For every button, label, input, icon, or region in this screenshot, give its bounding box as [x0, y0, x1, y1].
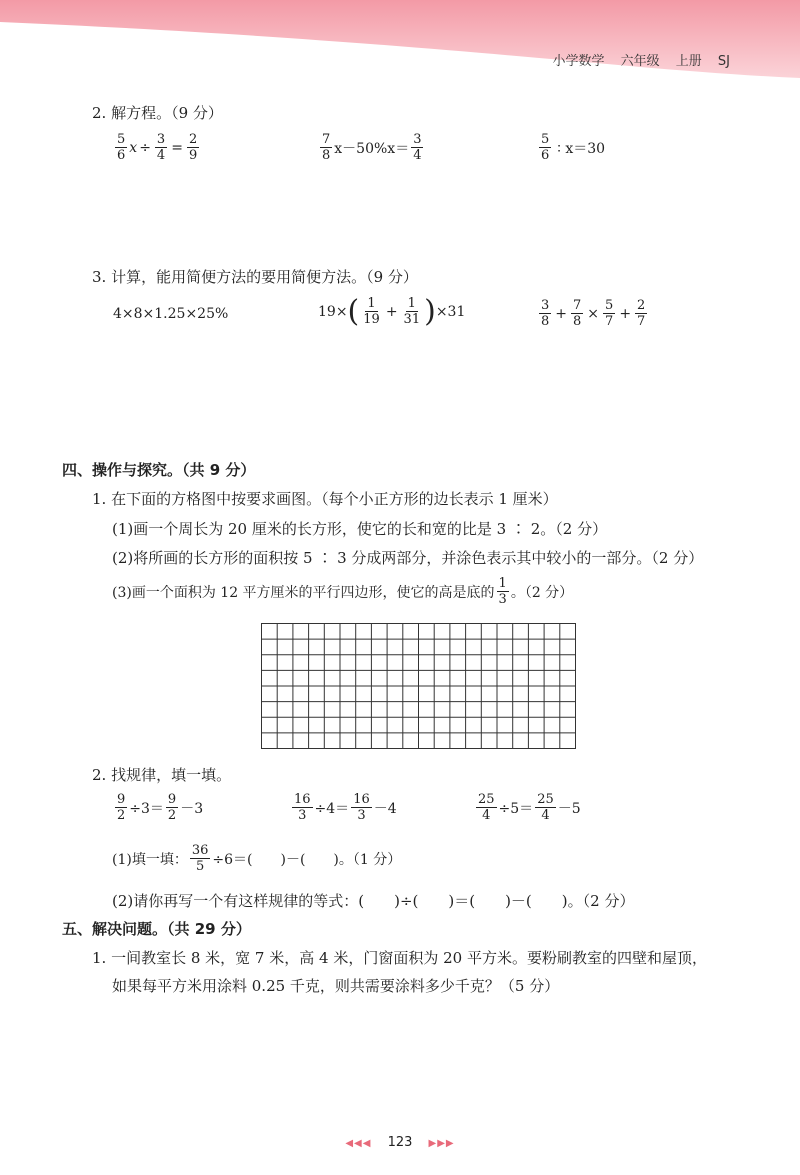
fraction: $\frac{3}{8}$ [541, 298, 550, 329]
fraction: $\frac{9}{2}$ [167, 792, 177, 823]
q2-title: 2. 解方程。（9 分） [92, 104, 223, 122]
fraction: $\frac{1}{3}$ [498, 576, 507, 607]
fraction: $\frac{3}{4}$ [156, 132, 166, 163]
section-5-title: 五、解决问题。（共 29 分） [62, 920, 251, 938]
fraction: $\frac{7}{8}$ [322, 132, 331, 163]
s5-q1-line2: 如果每平方米用涂料 0.25 千克，则共需要涂料多少千克？（5 分） [112, 977, 560, 995]
fraction: $\frac{7}{8}$ [573, 298, 582, 329]
equation-2: $\frac{7}{8}$ x－50%x＝ $\frac{3}{4}$ [322, 132, 422, 163]
page-number-bar [0, 1135, 800, 1150]
fraction: $\frac{16}{3}$ [353, 792, 370, 823]
s4-q2-title: 2. 找规律，填一填。 [92, 766, 232, 784]
equation-1: $\frac{5}{6}$ x ÷ $\frac{3}{4}$ = $\frac{2}{9}$ [117, 132, 198, 163]
fill-2[interactable]: (2)请你再写一个有这样规律的等式：( )÷( )＝( )－( )。（2 分） [112, 892, 635, 910]
fill-1[interactable]: (1)填一填： $\frac{36}{5}$ ÷6＝( )－( )。（1 分） [112, 843, 402, 874]
s4-q1-part-b: (2)将所画的长方形的面积按 5 ∶ 3 分成两部分，并涂色表示其中较小的一部分。（2 分） [112, 549, 704, 567]
fraction: $\frac{3}{4}$ [413, 132, 422, 163]
section-4-title: 四、操作与探究。（共 9 分） [62, 461, 256, 479]
pattern-1: $\frac{9}{2}$ ÷3＝ $\frac{9}{2}$ －3 [117, 792, 204, 823]
fraction: $\frac{9}{2}$ [117, 792, 126, 823]
header-edition: SJ [717, 54, 730, 69]
fraction: $\frac{1}{19}$ [363, 296, 380, 327]
fraction: $\frac{16}{3}$ [294, 792, 311, 823]
pattern-2: $\frac{16}{3}$ ÷4＝ $\frac{16}{3}$ －4 [294, 792, 397, 823]
fraction: $\frac{36}{5}$ [191, 843, 209, 874]
header-subject: 小学数学 [552, 54, 605, 69]
fraction: $\frac{25}{4}$ [537, 792, 554, 823]
header-volume: 上册 [675, 54, 702, 69]
prev-arrows-icon: ◀◀◀ [345, 1138, 372, 1149]
page-number: 123 [387, 1135, 413, 1150]
q3-title: 3. 计算，能用简便方法的要用简便方法。（9 分） [92, 268, 418, 286]
fraction: $\frac{5}{6}$ [541, 132, 550, 163]
header-grade: 六年级 [620, 54, 660, 69]
fraction: $\frac{25}{4}$ [478, 792, 495, 823]
s4-q1-part-c: (3)画一个面积为 12 平方厘米的平行四边形，使它的高是底的 $\frac{1}{3}$ 。（2 分） [112, 576, 574, 607]
fraction: $\frac{5}{7}$ [605, 298, 614, 329]
header-info [540, 50, 730, 69]
fraction: $\frac{5}{6}$ [117, 132, 126, 163]
calc-2: 19× ( $\frac{1}{19}$ + $\frac{1}{31}$ ) ×31 [318, 293, 466, 329]
calc-3: $\frac{3}{8}$ + $\frac{7}{8}$ × $\frac{5}{7}$ + $\frac{2}{7}$ [541, 298, 646, 329]
equation-3: $\frac{5}{6}$ ∶ x＝30 [541, 132, 606, 163]
pattern-3: $\frac{25}{4}$ ÷5＝ $\frac{25}{4}$ －5 [478, 792, 581, 823]
s4-q1-title: 1. 在下面的方格图中按要求画图。（每个小正方形的边长表示 1 厘米） [92, 490, 558, 508]
fraction: $\frac{2}{7}$ [637, 298, 646, 329]
fraction: $\frac{1}{31}$ [403, 296, 421, 327]
s4-q1-part-a: (1)画一个周长为 20 厘米的长方形，使它的长和宽的比是 3 ∶ 2。（2 分） [112, 520, 608, 538]
fraction: $\frac{2}{9}$ [188, 132, 198, 163]
square-grid[interactable] [261, 623, 576, 749]
s5-q1-line1: 1. 一间教室长 8 米，宽 7 米，高 4 米，门窗面积为 20 平方米。要粉刷教室的四壁和屋顶， [92, 949, 707, 967]
next-arrows-icon: ▶▶▶ [428, 1138, 455, 1149]
calc-1: 4×8×1.25×25% [113, 306, 229, 322]
